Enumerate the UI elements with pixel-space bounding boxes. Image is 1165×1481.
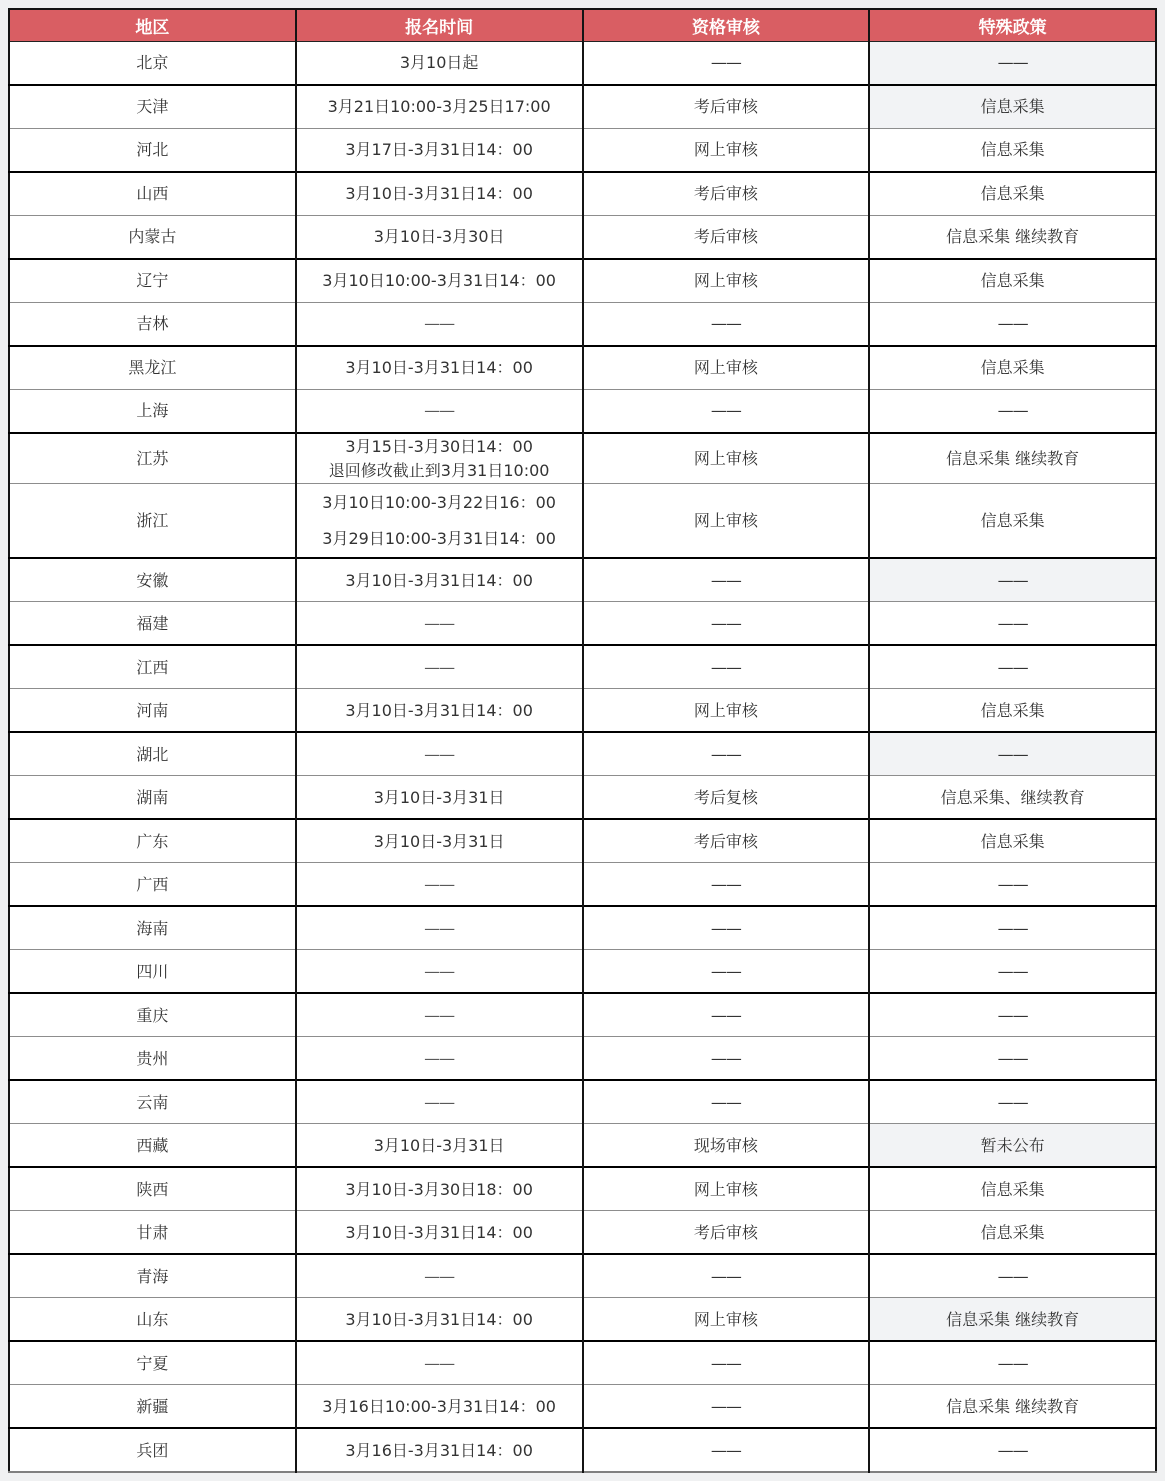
qualification-audit-cell: —— [583,1428,870,1472]
special-policy-cell: —— [997,1092,1028,1112]
table-row [9,602,1156,646]
table-row [9,863,1156,907]
registration-time-cell [296,259,583,303]
region-cell: 福建 [9,602,296,646]
registration-time-cell [296,993,583,1037]
registration-time-cell [296,602,583,646]
table-row [9,172,1156,216]
region-cell: 广东 [9,819,296,863]
registration-time-cell [296,484,583,559]
table-row [9,1037,1156,1081]
special-policy-cell: —— [997,874,1028,894]
region-cell: 云南 [9,1080,296,1124]
region-cell: 贵州 [9,1037,296,1081]
qualification-audit-cell: —— [583,602,870,646]
table-row [9,950,1156,994]
table-row [9,1211,1156,1255]
qualification-audit-cell: —— [583,558,870,602]
region-cell: 内蒙古 [9,216,296,260]
table-row [9,303,1156,347]
table-row [9,1428,1156,1472]
region-cell: 广西 [9,863,296,907]
table-body [9,42,1156,1473]
qualification-audit-cell: 考后审核 [583,819,870,863]
registration-time-cell [296,906,583,950]
table-row [9,645,1156,689]
registration-time-cell [296,1298,583,1342]
registration-time-line: —— [424,613,455,633]
qualification-audit-cell: —— [583,863,870,907]
column-header-audit: 资格审核 [583,9,870,42]
table-row [9,689,1156,733]
region-cell: 重庆 [9,993,296,1037]
qualification-audit-cell: —— [583,1037,870,1081]
registration-time-line: —— [424,1353,455,1373]
registration-time-cell [296,1037,583,1081]
special-policy-cell: —— [997,657,1028,677]
registration-time-cell [296,1341,583,1385]
column-header-region: 地区 [9,9,296,42]
registration-time-line: 3月10日-3月31日14：00 [345,700,533,720]
registration-time-cell [296,732,583,776]
table-row [9,484,1156,559]
registration-time-cell [296,689,583,733]
table-row [9,906,1156,950]
qualification-audit-cell: —— [583,390,870,434]
registration-time-cell [296,776,583,820]
qualification-audit-cell: 网上审核 [583,689,870,733]
region-cell: 四川 [9,950,296,994]
registration-time-line: —— [424,314,455,334]
table-row [9,129,1156,173]
qualification-audit-cell: 网上审核 [583,129,870,173]
special-policy-cell: —— [997,314,1028,334]
special-policy-cell: 信息采集 [980,1222,1045,1242]
qualification-audit-cell: —— [583,303,870,347]
special-policy-cell: 信息采集 [980,358,1045,378]
header-row [9,9,1156,42]
table-row [9,776,1156,820]
registration-time-cell [296,1211,583,1255]
special-policy-cell: —— [997,401,1028,421]
qualification-audit-cell: 网上审核 [583,433,870,484]
special-policy-cell: —— [997,961,1028,981]
qualification-audit-cell: 网上审核 [583,1167,870,1211]
region-cell: 兵团 [9,1428,296,1472]
special-policy-cell: 信息采集 [980,140,1045,160]
registration-time-line: 3月10日-3月31日14：00 [345,358,533,378]
special-policy-cell: —— [997,613,1028,633]
region-cell: 吉林 [9,303,296,347]
registration-time-line: —— [424,1048,455,1068]
registration-time-line: 3月10日-3月31日14：00 [345,1222,533,1242]
special-policy-cell: 信息采集 [980,1179,1045,1199]
qualification-audit-cell: 考后审核 [583,85,870,129]
registration-time-line: 3月10日起 [399,53,479,73]
table-row [9,346,1156,390]
registration-time-line: 3月10日10:00-3月22日16：00 [322,493,556,513]
registration-time-line: 3月21日10:00-3月25日17:00 [327,97,551,117]
qualification-audit-cell: —— [583,1080,870,1124]
region-cell: 海南 [9,906,296,950]
special-policy-cell: —— [997,918,1028,938]
qualification-audit-cell: —— [583,732,870,776]
table-row [9,1124,1156,1168]
registration-time-line: 3月10日-3月31日14：00 [345,184,533,204]
registration-time-line: —— [424,874,455,894]
registration-time-cell [296,863,583,907]
table-row [9,558,1156,602]
qualification-audit-cell: —— [583,1341,870,1385]
registration-time-line: —— [424,1266,455,1286]
registration-time-cell [296,1385,583,1429]
registration-time-cell [296,1254,583,1298]
special-policy-cell: 信息采集、继续教育 [940,787,1085,807]
region-cell: 北京 [9,42,296,86]
registration-time-line: 3月10日-3月31日14：00 [345,570,533,590]
qualification-audit-cell: —— [583,1385,870,1429]
special-policy-cell: 信息采集 [980,510,1045,530]
special-policy-cell: 信息采集 [980,831,1045,851]
qualification-audit-cell: 网上审核 [583,346,870,390]
region-cell: 河南 [9,689,296,733]
special-policy-cell: 暂未公布 [869,1124,1156,1168]
special-policy-cell: 信息采集 [980,184,1045,204]
table-row [9,993,1156,1037]
registration-time-line: 3月10日-3月31日 [373,1135,505,1155]
registration-time-line: 3月10日-3月31日14：00 [345,1309,533,1329]
registration-time-cell [296,1428,583,1472]
table-row [9,1385,1156,1429]
special-policy-cell: 信息采集 [980,700,1045,720]
special-policy-cell: —— [997,1266,1028,1286]
region-cell: 陕西 [9,1167,296,1211]
registration-time-cell [296,433,583,484]
registration-time-line: 退回修改截止到3月31日10:00 [328,460,550,480]
qualification-audit-cell: —— [583,993,870,1037]
qualification-audit-cell: —— [583,950,870,994]
registration-time-line: —— [424,401,455,421]
table-row [9,1254,1156,1298]
qualification-audit-cell: 考后审核 [583,216,870,260]
registration-time-line: 3月10日-3月31日 [373,787,505,807]
region-cell: 河北 [9,129,296,173]
registration-time-cell [296,645,583,689]
special-policy-cell: 信息采集 继续教育 [946,448,1080,468]
qualification-audit-cell: —— [583,906,870,950]
special-policy-cell: —— [997,1440,1028,1460]
column-header-policy: 特殊政策 [869,9,1156,42]
region-cell: 湖南 [9,776,296,820]
special-policy-cell: 信息采集 继续教育 [946,227,1080,247]
qualification-audit-cell: —— [583,1254,870,1298]
registration-time-cell [296,390,583,434]
registration-time-line: 3月15日-3月30日14：00 [345,437,533,456]
qualification-audit-cell: 考后审核 [583,1211,870,1255]
table-row [9,1080,1156,1124]
registration-time-cell [296,1167,583,1211]
qualification-audit-cell: 考后复核 [583,776,870,820]
table-row [9,433,1156,484]
special-policy-cell: —— [997,1048,1028,1068]
qualification-audit-cell: 网上审核 [583,1298,870,1342]
registration-time-line: —— [424,657,455,677]
registration-time-cell [296,1080,583,1124]
region-cell: 青海 [9,1254,296,1298]
special-policy-cell: —— [869,42,1156,86]
special-policy-cell: 信息采集 [980,271,1045,291]
table-row [9,1167,1156,1211]
registration-time-cell [296,558,583,602]
registration-time-cell [296,303,583,347]
special-policy-cell: —— [997,1005,1028,1025]
table-row [9,42,1156,86]
registration-time-line: 3月17日-3月31日14：00 [345,140,533,160]
registration-time-line: 3月10日-3月30日 [373,227,505,247]
region-cell: 山东 [9,1298,296,1342]
registration-time-cell [296,42,583,86]
region-cell: 天津 [9,85,296,129]
table-row [9,1298,1156,1342]
registration-time-line: —— [424,1092,455,1112]
qualification-audit-cell: —— [583,42,870,86]
qualification-audit-cell: 网上审核 [583,259,870,303]
special-policy-cell: 信息采集 继续教育 [869,1298,1156,1342]
region-cell: 江苏 [9,433,296,484]
registration-time-cell [296,85,583,129]
qualification-audit-cell: —— [583,645,870,689]
registration-time-cell [296,216,583,260]
column-header-time: 报名时间 [296,9,583,42]
registration-time-line: 3月10日-3月30日18：00 [345,1179,533,1199]
region-cell: 安徽 [9,558,296,602]
registration-time-cell [296,172,583,216]
registration-time-line: —— [424,744,455,764]
qualification-audit-cell: 考后审核 [583,172,870,216]
special-policy-cell: 信息采集 [869,85,1156,129]
registration-time-cell [296,819,583,863]
exam-registration-table [8,8,1157,1473]
table-row [9,732,1156,776]
special-policy-cell: —— [869,558,1156,602]
registration-time-line: —— [424,1005,455,1025]
region-cell: 黑龙江 [9,346,296,390]
table-row [9,85,1156,129]
registration-time-line: —— [424,961,455,981]
region-cell: 甘肃 [9,1211,296,1255]
region-cell: 湖北 [9,732,296,776]
special-policy-cell: —— [869,732,1156,776]
region-cell: 宁夏 [9,1341,296,1385]
region-cell: 浙江 [9,484,296,559]
registration-time-cell [296,950,583,994]
region-cell: 山西 [9,172,296,216]
registration-time-line: 3月16日-3月31日14：00 [345,1440,533,1460]
registration-time-line: 3月16日10:00-3月31日14：00 [322,1396,556,1416]
region-cell: 西藏 [9,1124,296,1168]
registration-time-line: —— [424,918,455,938]
table-row [9,819,1156,863]
registration-time-cell [296,346,583,390]
region-cell: 江西 [9,645,296,689]
qualification-audit-cell: 网上审核 [583,484,870,559]
registration-time-cell [296,129,583,173]
registration-time-line: 3月10日-3月31日 [373,831,505,851]
table-header [9,9,1156,42]
qualification-audit-cell: 现场审核 [583,1124,870,1168]
registration-time-line: 3月29日10:00-3月31日14：00 [322,528,556,548]
special-policy-cell: 信息采集 继续教育 [946,1396,1080,1416]
table-row [9,390,1156,434]
table-row [9,259,1156,303]
registration-time-cell [296,1124,583,1168]
region-cell: 新疆 [9,1385,296,1429]
special-policy-cell: —— [997,1353,1028,1373]
region-cell: 上海 [9,390,296,434]
registration-time-line: 3月10日10:00-3月31日14：00 [322,271,556,291]
region-cell: 辽宁 [9,259,296,303]
table-row [9,1341,1156,1385]
table-row [9,216,1156,260]
